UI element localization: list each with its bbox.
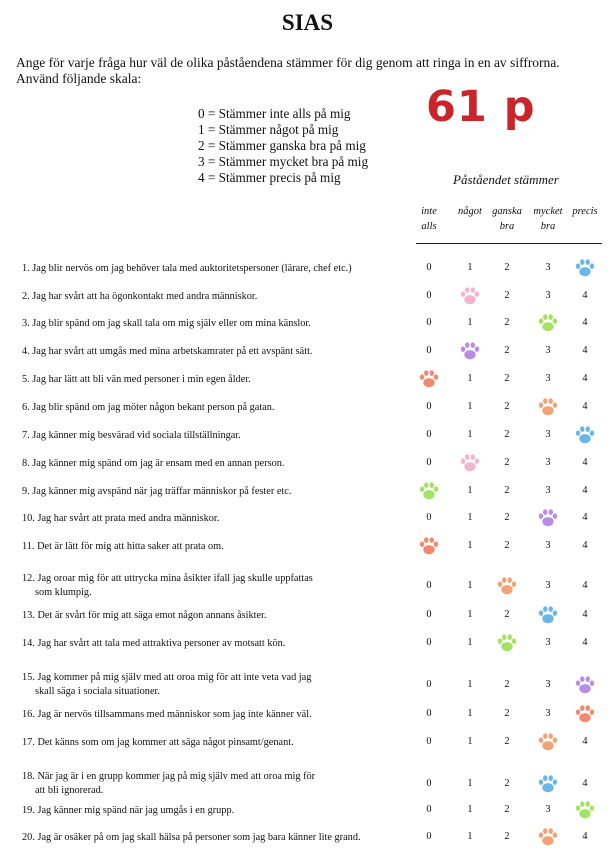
- intro-line-1: Ange för varje fråga hur väl de olika påståendena stämmer för dig genom att ringa in en av siffrorna.: [16, 55, 560, 70]
- paw-print-icon[interactable]: [459, 340, 481, 367]
- scale-item-4: 4 = Stämmer precis på mig: [198, 170, 341, 185]
- question-line: 1. Jag blir nervös om jag behöver tala med auktoritetspersoner (lärare, chef etc.): [22, 263, 352, 274]
- column-header-line: inte: [421, 206, 437, 217]
- scale-item-1: 1 = Stämmer något på mig: [198, 122, 339, 137]
- score-stamp: 61 p: [426, 82, 536, 132]
- question-line: 7. Jag känner mig besvärad vid sociala tillställningar.: [22, 430, 241, 441]
- paw-print-icon[interactable]: [537, 507, 559, 534]
- scale-option[interactable]: 0: [426, 457, 432, 468]
- scale-option[interactable]: 1: [467, 262, 473, 273]
- scale-option[interactable]: 4: [582, 373, 588, 384]
- scale-item-2: 2 = Stämmer ganska bra på mig: [198, 138, 366, 153]
- question-text: [22, 345, 313, 359]
- scale-option[interactable]: 3: [545, 290, 551, 301]
- scale-option[interactable]: 3: [545, 804, 551, 815]
- scale-option[interactable]: 4: [582, 637, 588, 648]
- question-text: [22, 609, 266, 623]
- scale-option[interactable]: 4: [582, 457, 588, 468]
- paw-print-icon[interactable]: [418, 535, 440, 562]
- scale-option[interactable]: 0: [426, 804, 432, 815]
- scale-option[interactable]: 0: [426, 609, 432, 620]
- paw-print-icon[interactable]: [537, 826, 559, 853]
- scale-option[interactable]: 2: [504, 317, 510, 328]
- scale-option[interactable]: 0: [426, 831, 432, 842]
- scale-option[interactable]: 1: [467, 804, 473, 815]
- scale-option[interactable]: 0: [426, 290, 432, 301]
- paw-print-icon[interactable]: [537, 731, 559, 758]
- question-line: skall säga i sociala situationer.: [35, 686, 160, 697]
- question-line: 14. Jag har svårt att tala med attraktiva personer av motsatt kön.: [22, 638, 286, 649]
- question-line: 10. Jag har svårt att prata med andra människor.: [22, 513, 220, 524]
- paw-print-icon[interactable]: [574, 257, 596, 284]
- scale-option[interactable]: 1: [467, 708, 473, 719]
- question-line: 9. Jag känner mig avspänd när jag träffar människor på fester etc.: [22, 486, 292, 497]
- question-line: 17. Det känns som om jag kommer att säga något pinsamt/genant.: [22, 737, 294, 748]
- scale-option[interactable]: 3: [545, 345, 551, 356]
- scale-option[interactable]: 4: [582, 831, 588, 842]
- question-line: 11. Det är lätt för mig att hitta saker att prata om.: [22, 541, 224, 552]
- scale-option[interactable]: 0: [426, 512, 432, 523]
- scale-option[interactable]: 4: [582, 778, 588, 789]
- column-header-line: alls: [421, 221, 437, 232]
- paw-print-icon[interactable]: [418, 480, 440, 507]
- paw-print-icon[interactable]: [459, 285, 481, 312]
- scale-option[interactable]: 1: [467, 679, 473, 690]
- scale-option[interactable]: 4: [582, 512, 588, 523]
- scale-option[interactable]: 4: [582, 401, 588, 412]
- scale-option[interactable]: 1: [467, 317, 473, 328]
- question-line: 6. Jag blir spänd om jag möter någon bekant person på gatan.: [22, 402, 275, 413]
- scale-option[interactable]: 3: [545, 373, 551, 384]
- question-text: [22, 429, 241, 443]
- question-text: [22, 540, 224, 554]
- scale-option[interactable]: 0: [426, 262, 432, 273]
- question-text: [22, 373, 251, 387]
- question-line: 12. Jag oroar mig för att uttrycka mina åsikter ifall jag skulle uppfattas: [22, 573, 313, 584]
- paw-print-icon[interactable]: [496, 632, 518, 659]
- question-text: [22, 317, 311, 331]
- scale-option[interactable]: 4: [582, 540, 588, 551]
- question-line: som klumpig.: [35, 587, 92, 598]
- question-line: 15. Jag kommer på mig själv med att oroa mig för att inte veta vad jag: [22, 672, 312, 683]
- paw-print-icon[interactable]: [418, 368, 440, 395]
- scale-option[interactable]: 2: [504, 804, 510, 815]
- question-line: 19. Jag känner mig spänd när jag umgås i en grupp.: [22, 805, 235, 816]
- question-line: 4. Jag har svårt att umgås med mina arbetskamrater på ett avspänt sätt.: [22, 346, 313, 357]
- question-text: [22, 804, 234, 818]
- paw-print-icon[interactable]: [574, 799, 596, 826]
- scale-option[interactable]: 0: [426, 580, 432, 591]
- scale-option[interactable]: 1: [467, 637, 473, 648]
- scale-option[interactable]: 2: [504, 778, 510, 789]
- scale-option[interactable]: 1: [467, 778, 473, 789]
- column-header-line: precis: [572, 206, 598, 217]
- scale-option[interactable]: 2: [504, 373, 510, 384]
- question-text: [22, 485, 291, 499]
- question-line: 20. Jag är osäker på om jag skall hälsa på personer som jag bara känner lite grand.: [22, 832, 361, 843]
- paw-print-icon[interactable]: [537, 773, 559, 800]
- scale-option[interactable]: 4: [582, 485, 588, 496]
- scale-option[interactable]: 3: [545, 679, 551, 690]
- column-header-line: ganska: [492, 206, 522, 217]
- question-text: [22, 401, 275, 415]
- scale-option[interactable]: 0: [426, 708, 432, 719]
- scale-option[interactable]: 0: [426, 345, 432, 356]
- scale-option[interactable]: 2: [504, 401, 510, 412]
- paw-print-icon[interactable]: [537, 396, 559, 423]
- scale-option[interactable]: 1: [467, 401, 473, 412]
- question-text: [22, 512, 219, 526]
- scale-option[interactable]: 0: [426, 637, 432, 648]
- scale-option[interactable]: 2: [504, 609, 510, 620]
- scale-option[interactable]: 2: [504, 457, 510, 468]
- paw-print-icon[interactable]: [574, 674, 596, 701]
- scale-option[interactable]: 2: [504, 831, 510, 842]
- intro-line-2: Använd följande skala:: [16, 71, 142, 86]
- question-line: 3. Jag blir spänd om jag skall tala om mig själv eller om mina känslor.: [22, 318, 311, 329]
- scale-option[interactable]: 1: [467, 373, 473, 384]
- column-header: [487, 204, 527, 234]
- question-line: 5. Jag har lätt att bli vän med personer i min egen ålder.: [22, 374, 251, 385]
- question-text: [22, 572, 313, 600]
- question-text: [22, 831, 361, 845]
- scale-option[interactable]: 2: [504, 429, 510, 440]
- scale-option[interactable]: 1: [467, 736, 473, 747]
- question-text: [22, 770, 315, 798]
- column-header: [528, 204, 568, 234]
- scale-option[interactable]: 2: [504, 290, 510, 301]
- scale-option[interactable]: 1: [467, 485, 473, 496]
- scale-option[interactable]: 4: [582, 609, 588, 620]
- scale-item-0: 0 = Stämmer inte alls på mig: [198, 106, 351, 121]
- scale-option[interactable]: 3: [545, 540, 551, 551]
- scale-option[interactable]: 0: [426, 736, 432, 747]
- scale-option[interactable]: 3: [545, 708, 551, 719]
- scale-option[interactable]: 1: [467, 512, 473, 523]
- header-divider: [416, 243, 602, 244]
- scale-option[interactable]: 3: [545, 262, 551, 273]
- column-header-line: bra: [499, 221, 515, 232]
- scale-option[interactable]: 2: [504, 736, 510, 747]
- scale-option[interactable]: 3: [545, 429, 551, 440]
- scale-option[interactable]: 0: [426, 401, 432, 412]
- question-line: 8. Jag känner mig spänd om jag är ensam med en annan person.: [22, 458, 285, 469]
- paw-print-icon[interactable]: [459, 452, 481, 479]
- scale-option[interactable]: 2: [504, 540, 510, 551]
- scale-option[interactable]: 2: [504, 262, 510, 273]
- question-text: [22, 671, 311, 699]
- scale-option[interactable]: 3: [545, 485, 551, 496]
- scale-option[interactable]: 0: [426, 429, 432, 440]
- scale-option[interactable]: 3: [545, 580, 551, 591]
- scale-option[interactable]: 3: [545, 637, 551, 648]
- question-text: [22, 262, 352, 276]
- question-line: 2. Jag har svårt att ha ögonkontakt med andra människor.: [22, 291, 258, 302]
- column-header-line: bra: [540, 221, 556, 232]
- scale-option[interactable]: 4: [582, 290, 588, 301]
- column-header-line: mycket: [533, 206, 563, 217]
- column-header: [450, 204, 490, 219]
- question-line: 13. Det är svårt för mig att säga emot någon annans åsikter.: [22, 610, 267, 621]
- scale-option[interactable]: 1: [467, 540, 473, 551]
- scale-item-3: 3 = Stämmer mycket bra på mig: [198, 154, 369, 169]
- question-line: 18. När jag är i en grupp kommer jag på mig själv med att oroa mig för: [22, 771, 316, 782]
- scale-option[interactable]: 2: [504, 512, 510, 523]
- scale-option[interactable]: 2: [504, 485, 510, 496]
- page-title: SIAS: [281, 10, 334, 35]
- scale-option[interactable]: 1: [467, 609, 473, 620]
- scale-option[interactable]: 1: [467, 580, 473, 591]
- scale-option[interactable]: 1: [467, 429, 473, 440]
- scale-option[interactable]: 0: [426, 679, 432, 690]
- scale-option[interactable]: 4: [582, 580, 588, 591]
- question-text: [22, 637, 285, 651]
- column-header: [409, 204, 449, 234]
- question-text: [22, 457, 285, 471]
- question-text: [22, 736, 294, 750]
- scale-option[interactable]: 2: [504, 345, 510, 356]
- scale-option[interactable]: 2: [504, 679, 510, 690]
- scale-option[interactable]: 3: [545, 457, 551, 468]
- question-text: [22, 290, 257, 304]
- scale-option[interactable]: 0: [426, 778, 432, 789]
- scale-option[interactable]: 4: [582, 736, 588, 747]
- column-group-title: Påståendet stämmer: [453, 172, 559, 187]
- scale-option[interactable]: 0: [426, 317, 432, 328]
- question-line: 16. Jag är nervös tillsammans med människor som jag inte känner väl.: [22, 709, 312, 720]
- paw-print-icon[interactable]: [537, 312, 559, 339]
- paw-print-icon[interactable]: [574, 703, 596, 730]
- scale-option[interactable]: 2: [504, 708, 510, 719]
- paw-print-icon[interactable]: [537, 604, 559, 631]
- question-text: [22, 708, 312, 722]
- scale-option[interactable]: 4: [582, 317, 588, 328]
- column-header-line: något: [458, 206, 482, 217]
- scale-option[interactable]: 1: [467, 831, 473, 842]
- column-header: [565, 204, 605, 219]
- question-line: att bli ignorerad.: [35, 785, 104, 796]
- paw-print-icon[interactable]: [496, 575, 518, 602]
- scale-option[interactable]: 4: [582, 345, 588, 356]
- paw-print-icon[interactable]: [574, 424, 596, 451]
